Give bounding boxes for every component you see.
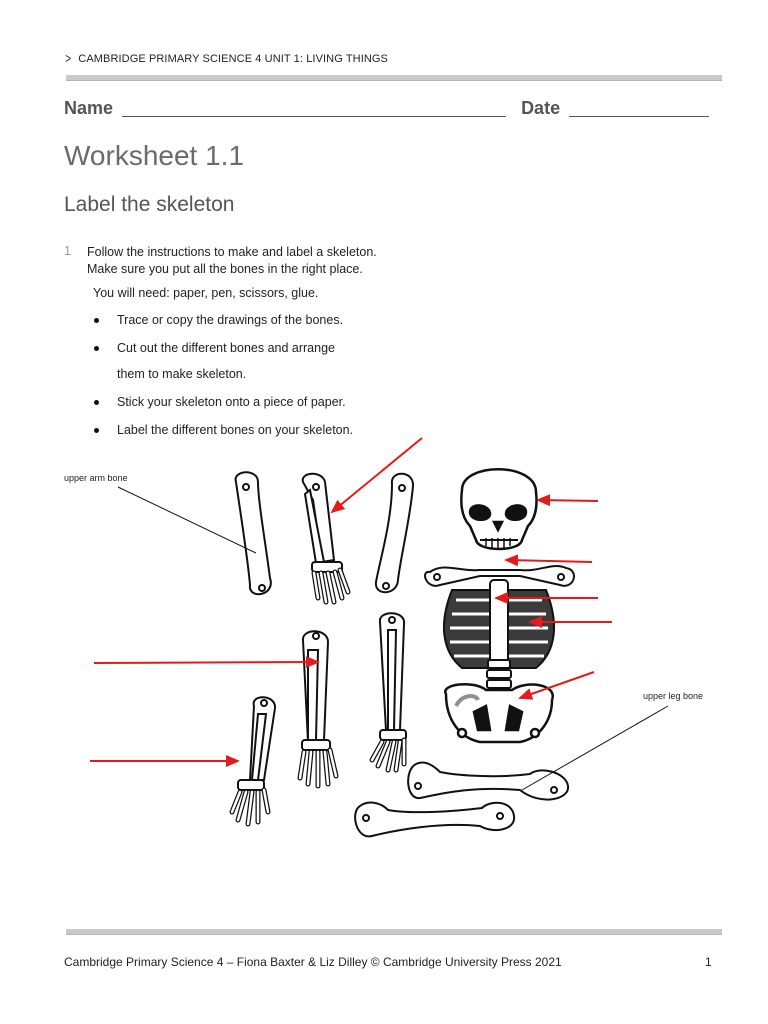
question-line-1: Follow the instructions to make and label a skeleton. xyxy=(87,245,377,259)
arrow-lower-leg xyxy=(94,662,318,663)
name-label: Name xyxy=(64,98,114,118)
materials-needed: You will need: paper, pen, scissors, glue. xyxy=(93,286,319,300)
upper-leg-bone xyxy=(408,762,568,799)
spine xyxy=(487,660,511,688)
lower-leg-foot-bone-right xyxy=(372,613,406,770)
upper-arm-pointer-line xyxy=(118,487,256,553)
forearm-hand-bone-lower xyxy=(232,697,275,824)
instruction-bullet: Trace or copy the drawings of the bones. xyxy=(117,313,343,327)
label-upper-arm-bone: upper arm bone xyxy=(64,473,128,483)
rib-cage xyxy=(444,580,554,668)
instruction-bullet: Stick your skeleton onto a piece of paper. xyxy=(117,395,346,409)
lower-leg-foot-bone xyxy=(300,631,336,786)
arrow-jaw xyxy=(506,560,592,562)
instruction-bullet: Label the different bones on your skeleton. xyxy=(117,423,353,437)
forearm-hand-bone xyxy=(303,474,348,602)
upper-arm-bone-right xyxy=(376,474,413,593)
breadcrumb-text: CAMBRIDGE PRIMARY SCIENCE 4 UNIT 1: LIVING THINGS xyxy=(78,53,388,65)
arrow-skull xyxy=(538,500,598,501)
date-label: Date xyxy=(521,98,561,118)
instruction-bullet: Cut out the different bones and arrange xyxy=(117,341,335,355)
upper-arm-bone xyxy=(236,472,271,594)
worksheet-title: Worksheet 1.1 xyxy=(64,140,245,171)
footer-divider xyxy=(66,929,722,935)
label-upper-leg-bone: upper leg bone xyxy=(643,691,704,701)
footer-text: Cambridge Primary Science 4 – Fiona Baxter & Liz Dilley © Cambridge University Press 2021 xyxy=(64,955,562,969)
worksheet-subtitle: Label the skeleton xyxy=(64,193,235,216)
upper-leg-bone-second xyxy=(355,803,514,837)
chevron-right-icon: > xyxy=(65,50,72,66)
question-line-2: Make sure you put all the bones in the right place. xyxy=(87,262,363,276)
skull xyxy=(461,469,536,549)
page-number: 1 xyxy=(705,955,712,969)
question-number: 1 xyxy=(64,244,71,258)
instruction-continuation: them to make skeleton. xyxy=(117,367,247,381)
